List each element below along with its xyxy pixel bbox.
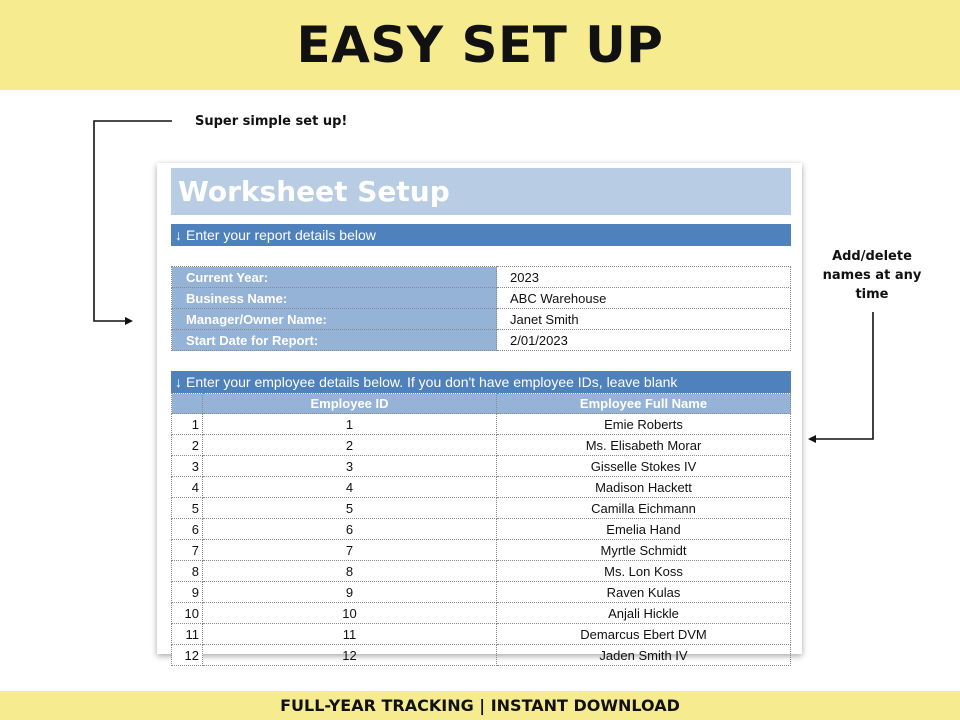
footer-tagline: FULL-YEAR TRACKING | INSTANT DOWNLOAD	[280, 696, 680, 715]
callout-setup: Super simple set up!	[195, 114, 348, 129]
left-arrow-head	[125, 317, 133, 325]
employee-name-header: Employee Full Name	[497, 394, 791, 414]
down-arrow-icon: ↓	[175, 374, 182, 390]
employee-name-cell[interactable]: Jaden Smith IV	[497, 645, 791, 666]
employee-name-cell[interactable]: Camilla Eichmann	[497, 498, 791, 519]
employee-name-cell[interactable]: Emelia Hand	[497, 519, 791, 540]
right-arrow-head	[808, 435, 816, 443]
employee-id-cell[interactable]: 4	[203, 477, 497, 498]
employee-row	[172, 645, 791, 666]
row-number: 9	[172, 582, 203, 603]
banner-title: EASY SET UP	[296, 16, 664, 74]
employee-name-cell[interactable]: Myrtle Schmidt	[497, 540, 791, 561]
detail-value-cell[interactable]: ABC Warehouse	[497, 288, 791, 309]
row-number-header	[172, 394, 203, 414]
row-number: 3	[172, 456, 203, 477]
report-details-header	[171, 224, 791, 246]
detail-row	[172, 330, 791, 351]
row-number: 2	[172, 435, 203, 456]
employee-id-cell[interactable]: 6	[203, 519, 497, 540]
top-banner	[0, 0, 960, 90]
report-details-instruction: Enter your report details below	[186, 227, 376, 243]
detail-value-cell[interactable]: 2/01/2023	[497, 330, 791, 351]
employee-id-cell[interactable]: 10	[203, 603, 497, 624]
employee-row	[172, 561, 791, 582]
employee-table-header	[172, 394, 791, 414]
employee-id-cell[interactable]: 1	[203, 414, 497, 435]
employee-name-cell[interactable]: Madison Hackett	[497, 477, 791, 498]
row-number: 7	[172, 540, 203, 561]
worksheet	[157, 163, 802, 663]
employee-id-cell[interactable]: 8	[203, 561, 497, 582]
employee-row	[172, 603, 791, 624]
employee-row	[172, 540, 791, 561]
detail-label: Current Year:	[172, 267, 497, 288]
right-arrow-line	[815, 312, 873, 439]
worksheet-title-bar	[171, 168, 791, 215]
report-details-table	[171, 266, 791, 351]
employee-details-header	[171, 371, 791, 393]
bottom-banner	[0, 691, 960, 720]
row-number: 6	[172, 519, 203, 540]
employee-details-instruction: Enter your employee details below. If you don't have employee IDs, leave blank	[186, 374, 678, 390]
detail-row	[172, 288, 791, 309]
row-number: 10	[172, 603, 203, 624]
employee-id-cell[interactable]: 9	[203, 582, 497, 603]
detail-value-cell[interactable]: 2023	[497, 267, 791, 288]
employee-row	[172, 435, 791, 456]
employee-id-cell[interactable]: 12	[203, 645, 497, 666]
row-number: 1	[172, 414, 203, 435]
employee-name-cell[interactable]: Gisselle Stokes IV	[497, 456, 791, 477]
detail-row	[172, 309, 791, 330]
employee-id-cell[interactable]: 2	[203, 435, 497, 456]
employee-row	[172, 498, 791, 519]
detail-label: Business Name:	[172, 288, 497, 309]
row-number: 8	[172, 561, 203, 582]
row-number: 11	[172, 624, 203, 645]
detail-label: Manager/Owner Name:	[172, 309, 497, 330]
employee-id-cell[interactable]: 3	[203, 456, 497, 477]
detail-label: Start Date for Report:	[172, 330, 497, 351]
employee-row	[172, 624, 791, 645]
down-arrow-icon: ↓	[175, 227, 182, 243]
row-number: 12	[172, 645, 203, 666]
employee-table	[171, 393, 791, 666]
employee-id-cell[interactable]: 7	[203, 540, 497, 561]
employee-row	[172, 414, 791, 435]
employee-name-cell[interactable]: Demarcus Ebert DVM	[497, 624, 791, 645]
callout-names-line-1: Add/delete	[832, 249, 912, 264]
employee-row	[172, 456, 791, 477]
callout-names-line-2: names at any	[822, 268, 922, 283]
employee-name-cell[interactable]: Ms. Lon Koss	[497, 561, 791, 582]
employee-name-cell[interactable]: Anjali Hickle	[497, 603, 791, 624]
employee-id-header: Employee ID	[203, 394, 497, 414]
employee-name-cell[interactable]: Ms. Elisabeth Morar	[497, 435, 791, 456]
callout-names	[815, 247, 929, 304]
detail-row	[172, 267, 791, 288]
worksheet-title: Worksheet Setup	[178, 175, 450, 208]
employee-name-cell[interactable]: Emie Roberts	[497, 414, 791, 435]
employee-row	[172, 519, 791, 540]
callout-names-line-3: time	[855, 287, 889, 302]
employee-row	[172, 477, 791, 498]
employee-row	[172, 582, 791, 603]
row-number: 5	[172, 498, 203, 519]
employee-name-cell[interactable]: Raven Kulas	[497, 582, 791, 603]
row-number: 4	[172, 477, 203, 498]
detail-value-cell[interactable]: Janet Smith	[497, 309, 791, 330]
employee-id-cell[interactable]: 5	[203, 498, 497, 519]
employee-id-cell[interactable]: 11	[203, 624, 497, 645]
